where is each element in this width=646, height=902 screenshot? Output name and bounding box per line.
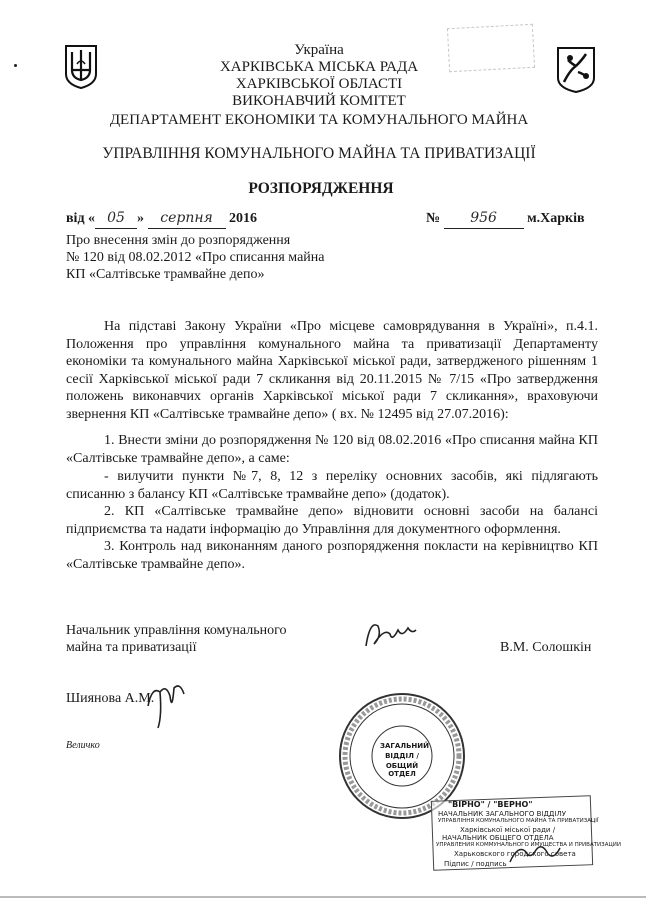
signer-position-2: майна та приватизації [66,640,197,655]
item-2: 2. КП «Салтівське трамвайне депо» відновити основні засоби на балансі підприємства та надати інформацію до Управління для документного оформлення. [66,504,598,537]
stamp-line-4: НАЧАЛЬНИК ОБЩЕГО ОТДЕЛА [442,834,554,842]
number-line [426,210,585,229]
executor-name: Шиянова А.М. [66,691,155,706]
header-committee: ВИКОНАВЧИЙ КОМІТЕТ [232,93,406,109]
handwritten-signature [360,616,420,656]
date-mid: » [137,211,145,226]
item-1-subitem: - вилучити пункти №7, 8, 12 з переліку основних засобів, які підлягають списанню з балансу КП «Салтівське трамвайне депо» (додаток). [66,469,598,502]
stamp-signature [506,838,562,868]
executor-2: Величко [66,740,100,751]
header-office: УПРАВЛІННЯ КОМУНАЛЬНОГО МАЙНА ТА ПРИВАТИЗАЦІЇ [102,145,536,162]
executor-signature [144,676,188,730]
stamp-center-1: ЗАГАЛЬНИЙ [380,742,429,750]
date-month: серпня [148,210,226,229]
doc-number: 956 [444,210,524,229]
subject-line-3: КП «Салтівське трамвайне депо» [66,267,265,282]
stamp-line-2: УПРАВЛІННЯ КОМУНАЛЬНОГО МАЙНА ТА ПРИВАТИЗАЦІЇ [438,818,599,824]
stamp-sign-label: Підпис / подпись [444,860,507,868]
header-country: Україна [294,42,344,58]
signer-name: В.М. Солошкін [500,640,592,655]
scan-mark [0,896,646,898]
stamp-line-6: Харьковского городского совета [454,850,576,858]
stamp-center-3: ОБЩИЙ ОТДЕЛ [385,762,419,778]
scan-mark [14,64,17,67]
subject-line-1: Про внесення змін до розпорядження [66,233,291,248]
date-prefix: від « [66,211,96,226]
header-region: ХАРКІВСЬКОЇ ОБЛАСТІ [235,76,403,92]
header-department: ДЕПАРТАМЕНТ ЕКОНОМІКИ ТА КОМУНАЛЬНОГО МАЙНА [109,112,529,128]
number-label: № [426,211,441,226]
date-year: 2016 [229,211,258,226]
item-1: 1. Внести зміни до розпорядження № 120 від 08.02.2016 «Про списання майна КП «Салтівське трамвайне депо», а саме: [66,433,598,466]
signer-position-1: Начальник управління комунального [66,623,287,638]
date-day: 05 [95,210,137,229]
stamp-line-1: НАЧАЛЬНИК ЗАГАЛЬНОГО ВІДДІЛУ [438,810,566,818]
stamp-verno: "ВІРНО" / "ВЕРНО" [448,800,533,809]
stamp-center-2: ВІДДІЛ / [385,752,419,760]
header-council: ХАРКІВСЬКА МІСЬКА РАДА [219,59,419,75]
preamble-paragraph: На підставі Закону України «Про місцеве самоврядування в Україні», п.4.1. Положення про управління комунального майна та приватизації Департаменту економіки та комунального майна Харківської міської ради, затвердженого рішенням 1 сесії Харківської міської ради 7 скликання від 20.11.2015 № 7/15 «Про затвердження положень виконавчих органів Харківської міської ради 7 скликання», враховуючи звернення КП «Салтівське трамвайне депо» ( вх. № 12495 від 27.07.2016): [66,319,598,422]
item-3: 3. Контроль над виконанням даного розпорядження покласти на керівництво КП «Салтівське трамвайне депо». [66,539,598,572]
stamp-line-5: УПРАВЛЕНИЯ КОММУНАЛЬНОГО ИМУЩЕСТВА И ПРИВАТИЗАЦИИ [436,842,621,848]
subject-line-2: № 120 від 08.02.2012 «Про списання майна [66,250,325,265]
stamp-line-3: Харківської міської ради / [460,826,556,834]
document-type: РОЗПОРЯДЖЕННЯ [248,180,394,197]
city: м.Харків [527,211,585,226]
